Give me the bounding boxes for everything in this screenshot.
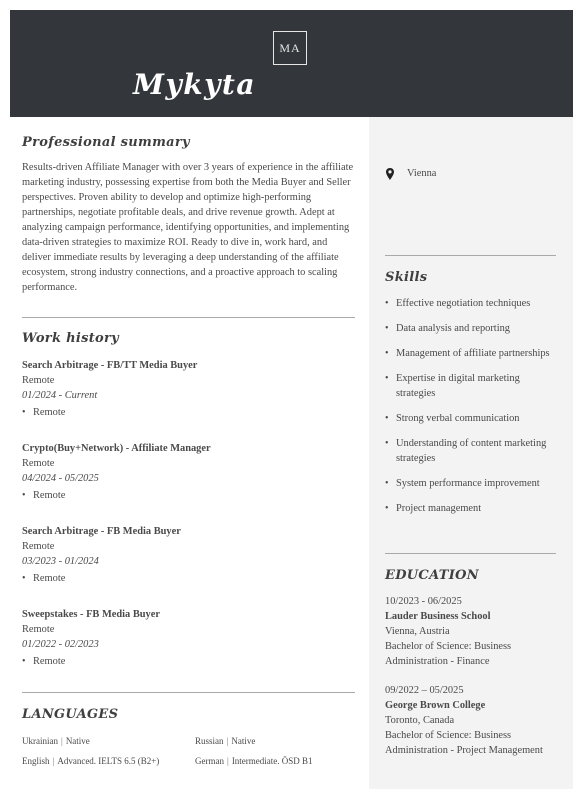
skill-item — [385, 296, 557, 311]
language-name: Ukrainian — [22, 736, 58, 746]
language-level: Native — [65, 736, 90, 746]
language-level: Intermediate. ÖSD B1 — [231, 756, 313, 766]
divider — [385, 255, 556, 256]
skills-heading: Skills — [385, 270, 428, 285]
job-location: Remote — [22, 541, 55, 552]
bullet-icon: • — [22, 490, 26, 501]
education-dates: 10/2023 - 06/2025 — [385, 596, 462, 607]
language-item — [195, 756, 313, 766]
bullet-icon: • — [385, 323, 389, 334]
job-entry — [22, 441, 355, 503]
job-entry — [22, 607, 355, 669]
job-dates: 04/2024 - 05/2025 — [22, 473, 99, 484]
language-item — [22, 756, 159, 766]
job-entry — [22, 358, 355, 420]
bullet-icon: • — [385, 413, 389, 424]
language-item — [22, 736, 90, 746]
candidate-name: Mykyta — [133, 68, 257, 101]
skill-text: Understanding of content marketing strategies — [396, 438, 547, 464]
job-dates: 03/2023 - 01/2024 — [22, 556, 99, 567]
job-location: Remote — [22, 624, 55, 635]
skill-item — [385, 346, 557, 361]
bullet-icon: • — [22, 407, 26, 418]
skill-text: Management of affiliate partnerships — [396, 348, 550, 359]
skill-text: System performance improvement — [396, 478, 540, 489]
job-title: Search Arbitrage - FB Media Buyer — [22, 526, 181, 537]
education-entry — [385, 683, 557, 758]
job-location: Remote — [22, 458, 55, 469]
education-school: George Brown College — [385, 700, 486, 711]
divider — [22, 317, 355, 318]
education-degree: Bachelor of Science: Business Administration - Project Management — [385, 730, 543, 756]
education-place: Toronto, Canada — [385, 715, 455, 726]
language-level: Advanced. IELTS 6.5 (B2+) — [57, 756, 160, 766]
job-bullet — [22, 654, 355, 669]
language-name: Russian — [195, 736, 224, 746]
job-bullet-text: Remote — [33, 656, 66, 667]
job-bullet-text: Remote — [33, 407, 66, 418]
education-place: Vienna, Austria — [385, 626, 450, 637]
language-level: Native — [231, 736, 256, 746]
job-title: Sweepstakes - FB Media Buyer — [22, 609, 160, 620]
skill-text: Expertise in digital marketing strategies — [396, 373, 520, 399]
skill-item — [385, 501, 557, 516]
job-title: Crypto(Buy+Network) - Affiliate Manager — [22, 443, 211, 454]
education-entry — [385, 594, 557, 669]
skills-section — [385, 296, 557, 526]
work-history-heading: Work history — [22, 331, 119, 346]
languages-grid — [22, 736, 355, 776]
bullet-icon: • — [385, 503, 389, 514]
skill-text: Project management — [396, 503, 482, 514]
skill-item — [385, 321, 557, 336]
education-school: Lauder Business School — [385, 611, 491, 622]
bullet-icon: • — [385, 438, 389, 449]
language-name: English — [22, 756, 50, 766]
location-row — [385, 166, 557, 181]
education-section — [385, 594, 557, 772]
summary-heading: Professional summary — [22, 135, 190, 150]
monogram-badge: MA — [273, 31, 307, 65]
job-bullet — [22, 488, 355, 503]
job-bullet-text: Remote — [33, 573, 66, 584]
job-dates: 01/2022 - 02/2023 — [22, 639, 99, 650]
divider — [385, 553, 556, 554]
language-name: German — [195, 756, 224, 766]
job-bullet-text: Remote — [33, 490, 66, 501]
bullet-icon: • — [385, 478, 389, 489]
job-bullet — [22, 405, 355, 420]
separator: | — [226, 736, 229, 746]
skill-item — [385, 436, 557, 466]
skills-list — [385, 296, 557, 516]
separator: | — [61, 736, 63, 746]
bullet-icon: • — [385, 373, 389, 384]
bullet-icon: • — [385, 348, 389, 359]
location-text: Vienna — [407, 168, 437, 179]
skill-item — [385, 476, 557, 491]
separator: | — [227, 756, 229, 766]
skill-text: Data analysis and reporting — [396, 323, 510, 334]
bullet-icon: • — [22, 656, 26, 667]
languages-heading: LANGUAGES — [22, 707, 119, 722]
job-title: Search Arbitrage - FB/TT Media Buyer — [22, 360, 198, 371]
skill-text: Effective negotiation techniques — [396, 298, 531, 309]
summary-text: Results-driven Affiliate Manager with over 3 years of experience in the affiliate marketing industry, possessing expertise from both the Media Buyer and Seller perspectives. Proven ability to develop and optimize high-performing partnerships, negotiate profitable deals, and drive revenue growth. Adept at analyzing campaign performance, identifying opportunities, and implementing data-driven strategies to maximize ROI. Ready to dive in, work hard, and deliver immediate results by leveraging a deep understanding of the affiliate ecosystem, strong industry connections, and a proactive approach to scaling performance. — [22, 162, 354, 293]
job-entry — [22, 524, 355, 586]
bullet-icon: • — [385, 298, 389, 309]
job-dates: 01/2024 - Current — [22, 390, 98, 401]
skill-item — [385, 411, 557, 426]
job-bullet — [22, 571, 355, 586]
skill-item — [385, 371, 557, 401]
language-item — [195, 736, 255, 746]
education-dates: 09/2022 – 05/2025 — [385, 685, 464, 696]
map-pin-icon — [385, 168, 395, 180]
divider — [22, 692, 355, 693]
skill-text: Strong verbal communication — [396, 413, 520, 424]
education-degree: Bachelor of Science: Business Administration - Finance — [385, 641, 512, 667]
job-location: Remote — [22, 375, 55, 386]
bullet-icon: • — [22, 573, 26, 584]
separator: | — [52, 756, 55, 766]
education-heading: EDUCATION — [385, 568, 479, 583]
